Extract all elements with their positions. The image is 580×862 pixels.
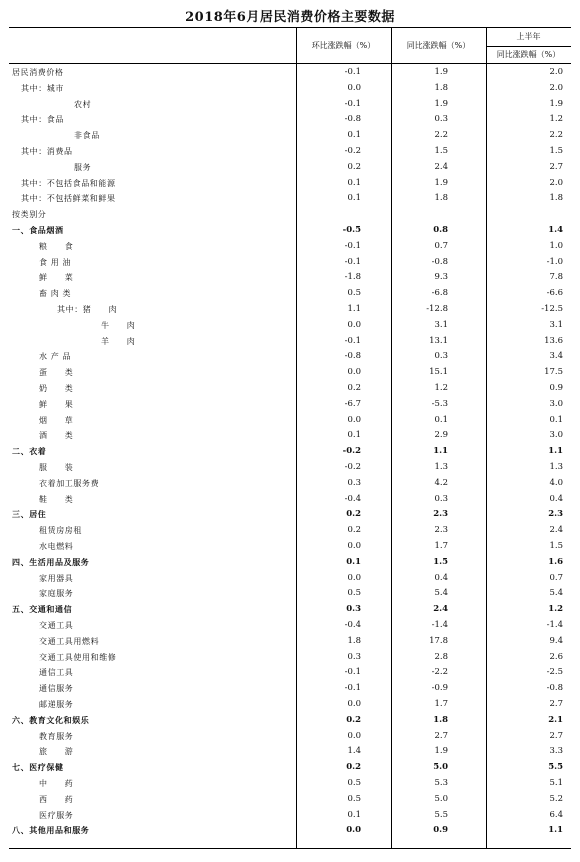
row-label: 交通工具用燃料 xyxy=(39,636,100,646)
table-row xyxy=(9,255,571,271)
cell-mom: 1.1 xyxy=(347,304,361,314)
cell-h1: 1.8 xyxy=(549,193,563,204)
cell-h1: 0.1 xyxy=(549,414,563,425)
row-label: 鲜 菜 xyxy=(39,273,74,283)
cell-yoy: 5.5 xyxy=(434,809,448,820)
cpi-table xyxy=(9,27,571,849)
cell-yoy: 2.4 xyxy=(433,604,448,615)
table-row xyxy=(9,444,571,460)
cell-yoy: 3.1 xyxy=(434,319,448,330)
table-row xyxy=(9,571,571,587)
table-row xyxy=(9,286,571,302)
cell-mom: 0.2 xyxy=(346,714,361,725)
table-row xyxy=(9,239,571,255)
cell-h1: -1.4 xyxy=(546,620,563,630)
table-row xyxy=(9,144,571,160)
table-row xyxy=(9,191,571,207)
cell-mom: 0.1 xyxy=(347,809,361,820)
table-row xyxy=(9,650,571,666)
cell-mom: 0.1 xyxy=(347,430,361,441)
cell-mom: -0.1 xyxy=(344,98,361,109)
cell-yoy: 1.9 xyxy=(434,746,448,757)
table-row xyxy=(9,808,571,824)
table-row xyxy=(9,176,571,192)
row-label: 畜 肉 类 xyxy=(39,289,72,299)
row-label: 衣着加工服务费 xyxy=(39,478,100,488)
cell-yoy: 9.3 xyxy=(434,272,448,283)
row-label: 家庭服务 xyxy=(39,589,74,599)
cell-yoy: 1.9 xyxy=(434,98,448,109)
row-label: 交通工具 xyxy=(39,621,74,630)
cell-mom: -0.8 xyxy=(344,351,361,362)
row-label: 六、教育文化和娱乐 xyxy=(12,715,90,725)
cell-mom: 1.4 xyxy=(347,746,361,757)
cell-mom: -0.2 xyxy=(342,446,361,457)
cell-yoy: 1.8 xyxy=(434,82,448,93)
cell-h1: 5.4 xyxy=(549,588,563,599)
header-h1-top: 上半年 xyxy=(516,32,541,41)
table-row xyxy=(9,760,571,776)
row-label: 其中：猪 肉 xyxy=(57,305,118,314)
cell-yoy: 1.5 xyxy=(433,556,448,567)
cell-yoy: 2.7 xyxy=(434,730,448,741)
table-row xyxy=(9,776,571,792)
cell-yoy: 1.3 xyxy=(434,462,448,472)
cell-mom: -0.1 xyxy=(344,335,361,346)
table-row xyxy=(9,697,571,713)
cell-mom: 0.0 xyxy=(347,699,361,709)
row-label: 农村 xyxy=(74,99,92,109)
cell-h1: 3.1 xyxy=(549,319,563,330)
table-row xyxy=(9,492,571,508)
row-label: 其中：不包括食品和能源 xyxy=(21,178,116,188)
header-subdivider xyxy=(486,46,571,47)
cell-yoy: 2.3 xyxy=(433,509,448,520)
cell-h1: 1.1 xyxy=(548,825,563,836)
cell-mom: 0.0 xyxy=(347,414,361,425)
cell-mom: 0.5 xyxy=(347,288,361,299)
cell-h1: -6.6 xyxy=(546,288,563,299)
row-label: 通信工具 xyxy=(39,668,74,678)
row-label: 其中：消费品 xyxy=(21,147,73,156)
cell-yoy: 0.3 xyxy=(434,493,448,504)
cell-yoy: 1.8 xyxy=(433,714,448,725)
page-title: 2018年6月居民消费价格主要数据 xyxy=(185,10,395,25)
row-label: 羊 肉 xyxy=(101,336,136,346)
cell-yoy: -12.8 xyxy=(426,304,448,314)
cell-mom: -0.1 xyxy=(344,256,361,267)
row-label: 三、居住 xyxy=(12,510,47,520)
table-row xyxy=(9,665,571,681)
cell-h1: 1.3 xyxy=(549,462,563,472)
cell-h1: 6.4 xyxy=(549,809,563,820)
cell-yoy: 15.1 xyxy=(429,367,448,378)
cell-yoy: 1.8 xyxy=(434,193,448,204)
table-row xyxy=(9,318,571,334)
table-row xyxy=(9,555,571,571)
cell-yoy: 2.3 xyxy=(434,525,448,536)
cell-mom: 0.0 xyxy=(347,367,361,378)
row-label: 奶 类 xyxy=(39,384,74,393)
cell-h1: 9.4 xyxy=(549,635,563,646)
cell-h1: 1.5 xyxy=(549,146,563,156)
cell-h1: 2.0 xyxy=(549,177,563,188)
cell-mom: -0.4 xyxy=(344,493,361,504)
table-row xyxy=(9,365,571,381)
cell-mom: -0.1 xyxy=(344,667,361,678)
cell-yoy: 0.7 xyxy=(434,240,448,251)
cell-yoy: 0.9 xyxy=(433,825,448,836)
row-label: 家用器具 xyxy=(39,573,74,583)
cell-yoy: 1.5 xyxy=(434,146,448,156)
cell-mom: -0.1 xyxy=(344,240,361,251)
cell-h1: 1.2 xyxy=(548,604,563,615)
cell-mom: 0.1 xyxy=(346,556,361,567)
row-label: 西 药 xyxy=(39,794,74,804)
row-label: 四、生活用品及服务 xyxy=(12,557,90,567)
cell-h1: 2.7 xyxy=(549,161,563,172)
cell-yoy: 2.9 xyxy=(434,430,448,441)
row-label: 服务 xyxy=(74,162,92,172)
cell-mom: -0.1 xyxy=(344,67,361,77)
cell-mom: 0.0 xyxy=(347,572,361,583)
table-row xyxy=(9,349,571,365)
row-label: 一、食品烟酒 xyxy=(12,226,64,235)
table-row xyxy=(9,397,571,413)
cell-h1: 1.0 xyxy=(549,240,563,251)
cell-h1: 7.8 xyxy=(549,272,563,283)
cell-yoy: 5.3 xyxy=(434,778,448,788)
cell-mom: -0.8 xyxy=(344,114,361,125)
table-row xyxy=(9,823,571,839)
cell-h1: 1.1 xyxy=(548,446,563,457)
cell-h1: 13.6 xyxy=(544,335,563,346)
cell-h1: 4.0 xyxy=(549,477,563,488)
row-label: 烟 草 xyxy=(39,415,74,425)
table-row xyxy=(9,223,571,239)
cell-yoy: 0.1 xyxy=(434,414,448,425)
cell-mom: -0.2 xyxy=(344,146,361,156)
table-row xyxy=(9,270,571,286)
cell-yoy: 0.8 xyxy=(433,225,448,235)
cell-h1: -12.5 xyxy=(541,304,563,314)
row-label: 按类别分 xyxy=(12,210,47,220)
cell-h1: 17.5 xyxy=(544,367,563,378)
row-label: 通信服务 xyxy=(39,684,74,694)
cell-h1: 1.4 xyxy=(548,225,563,235)
row-label: 旅 游 xyxy=(39,747,74,757)
table-row xyxy=(9,602,571,618)
cell-h1: 3.4 xyxy=(549,351,563,362)
row-label: 鲜 果 xyxy=(39,399,74,409)
table-row xyxy=(9,81,571,97)
header-mom: 环比涨跌幅（%） xyxy=(311,41,376,50)
row-label: 七、医疗保健 xyxy=(12,763,64,773)
cell-yoy: -5.3 xyxy=(431,398,448,409)
cell-yoy: 1.9 xyxy=(434,67,448,77)
cell-mom: -0.5 xyxy=(342,225,361,235)
cell-yoy: 0.4 xyxy=(434,572,448,583)
table-row xyxy=(9,539,571,555)
cell-yoy: 4.2 xyxy=(434,477,448,488)
table-row xyxy=(9,428,571,444)
cell-yoy: -1.4 xyxy=(431,620,448,630)
row-label: 水 产 品 xyxy=(39,352,72,362)
table-row xyxy=(9,792,571,808)
cell-h1: 1.6 xyxy=(548,556,563,567)
row-label: 居民消费价格 xyxy=(12,68,64,77)
cell-h1: 5.5 xyxy=(548,762,563,773)
cell-h1: 2.3 xyxy=(548,509,563,520)
cell-h1: 2.0 xyxy=(549,67,563,77)
row-label: 五、交通和通信 xyxy=(12,605,73,615)
table-row xyxy=(9,586,571,602)
table-row xyxy=(9,744,571,760)
row-label: 牛 肉 xyxy=(101,320,136,330)
row-label: 八、其他用品和服务 xyxy=(12,826,90,836)
cell-h1: -1.0 xyxy=(546,256,563,267)
table-row xyxy=(9,713,571,729)
row-label: 酒 类 xyxy=(39,431,74,441)
cell-h1: 2.7 xyxy=(549,699,563,709)
table-row xyxy=(9,460,571,476)
cell-yoy: 0.3 xyxy=(434,114,448,125)
cell-yoy: 1.7 xyxy=(434,541,448,551)
cell-h1: 1.5 xyxy=(549,541,563,551)
cell-h1: 5.1 xyxy=(549,778,563,788)
cell-mom: 0.1 xyxy=(347,177,361,188)
table-row xyxy=(9,634,571,650)
table-row xyxy=(9,128,571,144)
table-row xyxy=(9,476,571,492)
header-yoy: 同比涨跌幅（%） xyxy=(406,41,471,50)
cell-mom: 0.0 xyxy=(346,825,361,836)
table-row xyxy=(9,413,571,429)
cell-yoy: -0.9 xyxy=(431,683,448,694)
cell-h1: 3.0 xyxy=(549,398,563,409)
row-label: 食 用 油 xyxy=(39,257,72,267)
cell-mom: -0.4 xyxy=(344,620,361,630)
cell-mom: -1.8 xyxy=(344,272,361,283)
cell-mom: -0.1 xyxy=(344,683,361,694)
table-row xyxy=(9,65,571,81)
table-row xyxy=(9,523,571,539)
cell-mom: 0.3 xyxy=(346,604,361,615)
table-row xyxy=(9,507,571,523)
cell-yoy: -2.2 xyxy=(431,667,448,678)
row-label: 交通工具使用和维修 xyxy=(39,652,117,662)
cell-h1: 2.6 xyxy=(549,651,563,662)
cell-mom: 0.2 xyxy=(347,383,361,393)
cell-h1: 0.9 xyxy=(549,383,563,393)
cell-yoy: -6.8 xyxy=(431,288,448,299)
cell-yoy: 2.4 xyxy=(434,161,448,172)
cell-h1: 1.9 xyxy=(549,98,563,109)
row-label: 服 装 xyxy=(39,463,74,472)
row-label: 租赁房房租 xyxy=(39,526,82,536)
table-row xyxy=(9,160,571,176)
table-row xyxy=(9,207,571,223)
cell-h1: 2.1 xyxy=(548,714,563,725)
row-label: 其中：城市 xyxy=(21,83,64,93)
cell-mom: 0.5 xyxy=(347,793,361,804)
cell-h1: 2.4 xyxy=(549,525,563,536)
cell-h1: 2.0 xyxy=(549,82,563,93)
cell-mom: 0.3 xyxy=(347,477,361,488)
cell-mom: 1.8 xyxy=(347,635,361,646)
row-label: 其中：食品 xyxy=(21,115,64,125)
cell-h1: -2.5 xyxy=(546,667,563,678)
row-label: 教育服务 xyxy=(39,731,74,741)
cell-mom: 0.0 xyxy=(347,730,361,741)
row-label: 粮 食 xyxy=(39,241,74,251)
cell-mom: 0.1 xyxy=(347,193,361,204)
cell-h1: 2.7 xyxy=(549,730,563,741)
cell-yoy: 1.9 xyxy=(434,177,448,188)
table-row xyxy=(9,381,571,397)
cell-h1: 0.4 xyxy=(549,493,563,504)
cell-h1: -0.8 xyxy=(546,683,563,694)
table-row xyxy=(9,112,571,128)
row-label: 二、衣着 xyxy=(12,447,47,457)
cell-yoy: 5.0 xyxy=(434,793,448,804)
cell-yoy: 5.4 xyxy=(434,588,448,599)
cell-h1: 1.2 xyxy=(549,114,563,125)
cell-yoy: -0.8 xyxy=(431,256,448,267)
cell-yoy: 2.2 xyxy=(434,130,448,141)
cell-yoy: 2.8 xyxy=(434,651,448,662)
row-label: 蛋 类 xyxy=(39,368,74,378)
row-label: 中 药 xyxy=(39,779,74,788)
header-h1-sub: 同比涨跌幅（%） xyxy=(496,50,561,59)
cell-mom: 0.2 xyxy=(346,509,361,520)
header-bottom-rule xyxy=(9,63,571,64)
table-row xyxy=(9,97,571,113)
cell-yoy: 1.1 xyxy=(433,446,448,457)
row-label: 水电燃料 xyxy=(39,542,74,551)
cell-yoy: 5.0 xyxy=(433,762,448,773)
row-label: 其中：不包括鲜菜和鲜果 xyxy=(21,194,116,204)
row-label: 邮递服务 xyxy=(39,700,74,709)
cell-mom: -0.2 xyxy=(344,462,361,472)
cell-mom: 0.2 xyxy=(347,161,361,172)
table-row xyxy=(9,334,571,350)
table-row xyxy=(9,729,571,745)
cell-h1: 5.2 xyxy=(549,793,563,804)
cell-h1: 3.0 xyxy=(549,430,563,441)
cell-h1: 3.3 xyxy=(549,746,563,757)
row-label: 鞋 类 xyxy=(39,494,74,504)
cell-yoy: 1.2 xyxy=(434,383,448,393)
cell-mom: 0.0 xyxy=(347,319,361,330)
cell-mom: 0.5 xyxy=(347,588,361,599)
cell-yoy: 1.7 xyxy=(434,699,448,709)
table-row xyxy=(9,302,571,318)
table-row xyxy=(9,618,571,634)
cell-mom: 0.0 xyxy=(347,541,361,551)
cell-h1: 2.2 xyxy=(549,130,563,141)
cell-yoy: 0.3 xyxy=(434,351,448,362)
cell-yoy: 13.1 xyxy=(429,335,448,346)
cell-yoy: 17.8 xyxy=(429,635,448,646)
table-row xyxy=(9,681,571,697)
cell-h1: 0.7 xyxy=(549,572,563,583)
row-label: 医疗服务 xyxy=(39,810,74,820)
row-label: 非食品 xyxy=(74,131,100,141)
cell-mom: 0.2 xyxy=(347,525,361,536)
cell-mom: 0.3 xyxy=(347,651,361,662)
cell-mom: 0.0 xyxy=(347,82,361,93)
cell-mom: 0.2 xyxy=(346,762,361,773)
cell-mom: 0.1 xyxy=(347,130,361,141)
cell-mom: -6.7 xyxy=(344,398,361,409)
cell-mom: 0.5 xyxy=(347,778,361,788)
